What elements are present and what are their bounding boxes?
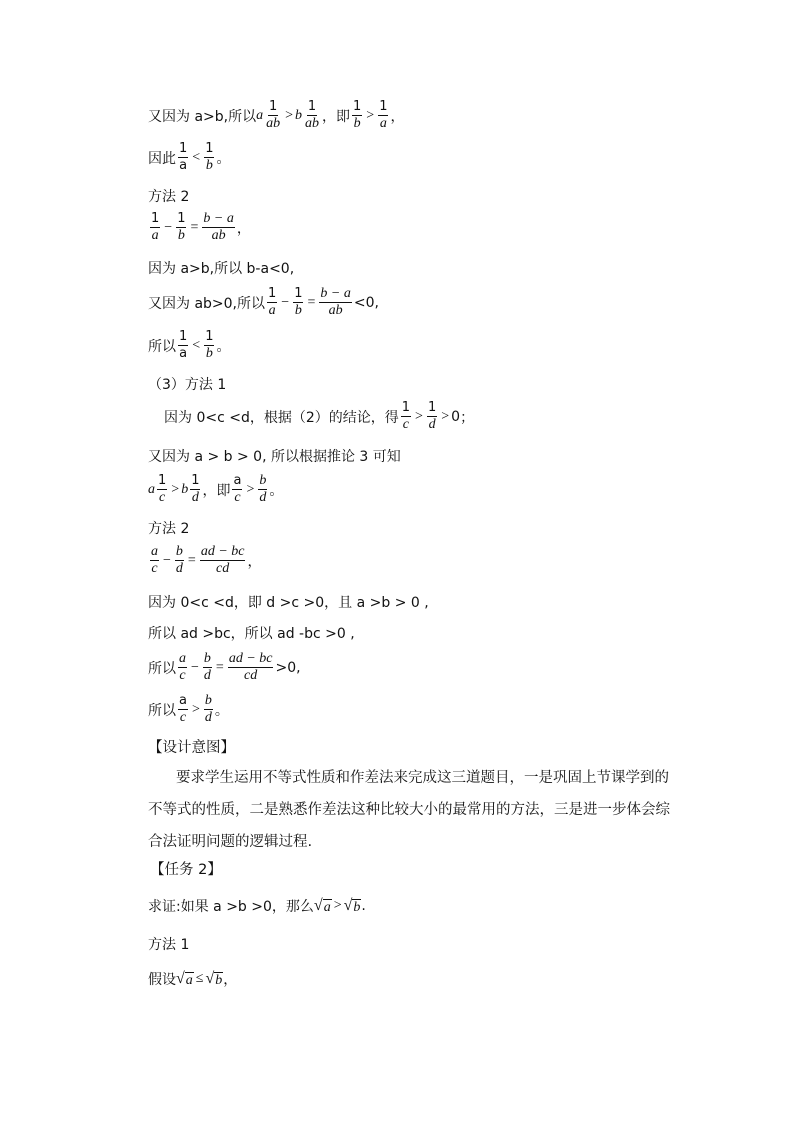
equals: = [215,659,224,675]
equals: = [190,219,199,235]
fraction: $\frac{1}{a}$ [179,141,188,173]
text: ，即 [322,108,351,125]
text: 因此 [148,150,176,167]
greater-than: > [415,408,423,424]
method-2-label-b: 方法 2 [148,521,190,537]
sqrt-b: √ b [205,970,223,988]
design-intent-paragraph: 要求学生运用不等式性质和作差法来完成这三道题目，一是巩固上节课学到的不等式的性质，二是熟悉作差法这种比较大小的最常用的方法，三是进一步体会综合法证明问题的逻辑过程. [148,770,670,850]
fraction: $\frac{1}{b}$ [205,329,214,361]
sqrt-b: √ b [343,897,361,915]
line-14: 因为 0<c <d，即 d >c >0，且 a >b > 0 , [148,595,429,611]
line-13-equation [148,545,261,576]
assumption-line [148,969,237,989]
fraction: $\frac{a}{c}$ [151,544,158,576]
fraction: $\frac{b}{d}$ [203,651,211,683]
text: 假设 [148,972,176,988]
task-2-heading: 【任务 2】 [150,862,222,878]
text: >0, [275,659,301,676]
var-a: a [256,107,264,123]
text: 求证:如果 a >b >0，那么 [148,899,314,915]
text: ， [223,972,238,988]
method-3-1-label: （3）方法 1 [148,377,227,393]
line-6 [148,287,379,318]
fraction: $\frac{1}{b}$ [205,141,214,173]
fraction: $\frac{b}{d}$ [175,544,183,576]
text: 所以 [148,702,176,719]
line-9 [164,401,474,432]
text: 所以 [148,660,176,677]
text: ， [390,108,405,125]
fraction: $\frac{1}{a}$ [151,211,160,243]
greater-than: > [333,898,342,913]
fraction: $\frac{ad - bc}{cd}$ [228,651,273,683]
fraction: $\frac{b}{d}$ [204,693,212,725]
design-intent-heading: 【设计意图】 [148,740,235,756]
text: 所以 [148,338,176,355]
var-a: a [148,481,155,497]
line-15: 所以 ad >bc，所以 ad -bc >0 , [148,626,355,642]
line-4-equation [148,212,251,243]
fraction: $\frac{1}{d}$ [191,473,200,505]
proof-statement [148,896,366,916]
fraction: $\frac{b - a}{ab}$ [203,211,234,243]
sqrt-a: √ a [313,897,331,915]
fraction: $\frac{1}{a}$ [179,329,188,361]
line-11 [148,474,283,505]
sqrt-a: √ a [176,970,193,988]
fraction: $\frac{1}{ab}$ [266,99,281,131]
line-1 [148,100,404,131]
text: ； [460,409,475,426]
line-7 [148,330,230,361]
comma: ， [236,220,251,237]
method-2-label: 方法 2 [148,189,190,205]
greater-than: > [441,408,450,424]
greater-than: > [366,107,375,123]
less-than: < [192,337,201,353]
less-than: < [192,149,201,165]
fraction: $\frac{1}{c}$ [158,473,167,505]
minus: − [164,219,173,235]
fraction: $\frac{1}{a}$ [268,286,277,318]
fraction: $\frac{a}{c}$ [179,693,187,725]
text: 。 [216,150,231,167]
fraction: $\frac{1}{b}$ [294,286,303,318]
minus: − [163,552,171,568]
equals: = [307,294,316,310]
equals: = [187,552,196,568]
comma: ， [247,553,262,570]
greater-than: > [191,701,200,717]
fraction: $\frac{b - a}{ab}$ [320,286,351,318]
text: 。 [216,338,231,355]
line-10: 又因为 a > b > 0, 所以根据推论 3 可知 [148,449,401,465]
line-5: 因为 a>b,所以 b-a<0, [148,261,295,277]
fraction: $\frac{a}{c}$ [179,651,186,683]
line-16 [148,652,301,683]
minus: − [281,294,290,310]
greater-than: > [171,481,180,497]
fraction: $\frac{1}{ab}$ [305,99,320,131]
less-or-equal: ≤ [195,971,204,986]
fraction: $\frac{1}{a}$ [379,99,388,131]
fraction: $\frac{1}{d}$ [427,400,437,432]
zero: 0 [451,408,461,425]
text: ，即 [202,482,231,499]
method-1-label: 方法 1 [148,937,190,953]
greater-than: > [285,107,294,123]
fraction: $\frac{a}{c}$ [233,473,242,505]
var-b: b [295,107,303,123]
fraction: $\frac{ad - bc}{cd}$ [200,544,245,576]
line-17 [148,694,229,725]
text: <0, [353,294,379,311]
fraction: $\frac{1}{b}$ [353,99,362,131]
line-2 [148,142,230,173]
text: 。 [269,482,284,499]
text: 。 [214,702,229,719]
text: . [361,898,366,914]
var-b: b [181,481,189,497]
text: 又因为 ab>0,所以 [148,295,266,312]
fraction: $\frac{1}{c}$ [401,400,411,432]
text: 因为 0<c <d，根据（2）的结论，得 [164,409,399,426]
greater-than: > [246,481,255,497]
text: 又因为 a>b,所以 [148,108,257,125]
fraction: $\frac{1}{b}$ [177,211,186,243]
minus: − [191,659,199,675]
fraction: $\frac{b}{d}$ [259,473,267,505]
